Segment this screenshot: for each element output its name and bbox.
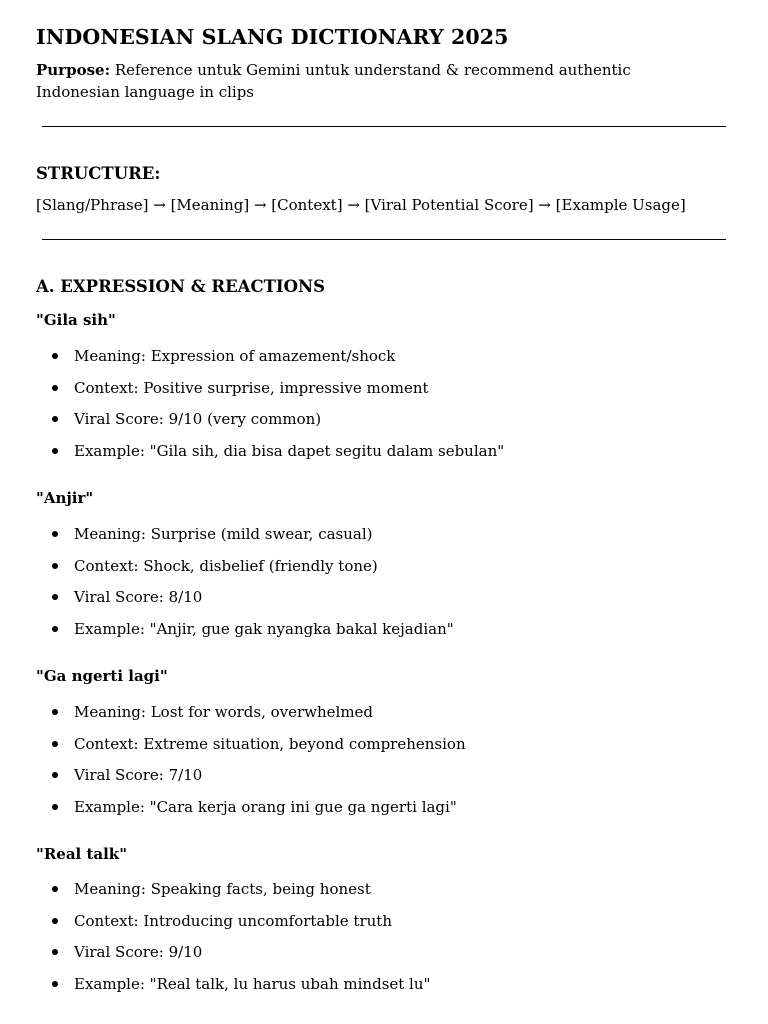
- bullet-icon: [52, 949, 58, 955]
- viral-score-text: Viral Score: 8/10: [74, 588, 203, 607]
- list-item: [36, 346, 504, 378]
- example-text: Example: "Cara kerja orang ini gue ga ngerti lagi": [74, 798, 457, 817]
- meaning-text: Meaning: Expression of amazement/shock: [74, 347, 396, 365]
- meaning-text: Meaning: Surprise (mild swear, casual): [74, 525, 373, 543]
- example-text: Example: "Anjir, gue gak nyangka bakal kejadian": [74, 620, 454, 639]
- example-text: Example: "Gila sih, dia bisa dapet segitu dalam sebulan": [74, 442, 505, 461]
- list-item: [36, 942, 430, 974]
- list-item: [36, 797, 466, 829]
- list-item: [36, 587, 454, 619]
- bullet-icon: [52, 772, 58, 778]
- context-text: Context: Positive surprise, impressive moment: [74, 378, 429, 397]
- list-item: [36, 619, 454, 651]
- horizontal-rule: [42, 126, 726, 127]
- term-details-list: [36, 879, 430, 1006]
- list-item: [36, 974, 430, 1006]
- context-text: Context: Extreme situation, beyond comprehension: [74, 734, 466, 753]
- viral-score-text: Viral Score: 7/10: [74, 766, 203, 785]
- meaning-text: Meaning: Speaking facts, being honest: [74, 880, 371, 898]
- bullet-icon: [52, 804, 58, 810]
- bullet-icon: [52, 594, 58, 600]
- term-details-list: [36, 524, 454, 651]
- slang-term: "Gila sih": [36, 311, 116, 329]
- list-item: [36, 911, 430, 943]
- bullet-icon: [52, 448, 58, 454]
- bullet-icon: [52, 741, 58, 747]
- context-text: Context: Shock, disbelief (friendly tone): [74, 556, 378, 575]
- list-item: [36, 409, 504, 441]
- bullet-icon: [52, 385, 58, 391]
- horizontal-rule: [42, 239, 726, 240]
- list-item: [36, 702, 466, 734]
- structure-heading: STRUCTURE:: [36, 164, 161, 183]
- slang-term: "Anjir": [36, 489, 94, 507]
- purpose-text: Reference untuk Gemini untuk understand & recommend authentic Indonesian language in clips: [36, 61, 631, 101]
- section-a-heading: A. EXPRESSION & REACTIONS: [36, 277, 325, 296]
- purpose-paragraph: [36, 59, 716, 103]
- slang-term: "Ga ngerti lagi": [36, 667, 168, 685]
- bullet-icon: [52, 416, 58, 422]
- term-details-list: [36, 346, 504, 473]
- viral-score-text: Viral Score: 9/10: [74, 943, 203, 962]
- bullet-icon: [52, 981, 58, 987]
- bullet-icon: [52, 563, 58, 569]
- slang-term: "Real talk": [36, 845, 128, 863]
- structure-line: [Slang/Phrase] → [Meaning] → [Context] → [Viral Potential Score] → [Example Usage]: [36, 196, 686, 214]
- bullet-icon: [52, 886, 58, 892]
- meaning-text: Meaning: Lost for words, overwhelmed: [74, 703, 374, 721]
- list-item: [36, 765, 466, 797]
- bullet-icon: [52, 709, 58, 715]
- bullet-icon: [52, 353, 58, 359]
- bullet-icon: [52, 626, 58, 632]
- bullet-icon: [52, 531, 58, 537]
- context-text: Context: Introducing uncomfortable truth: [74, 911, 392, 930]
- list-item: [36, 734, 466, 766]
- document-title: INDONESIAN SLANG DICTIONARY 2025: [36, 25, 509, 49]
- term-details-list: [36, 702, 466, 829]
- list-item: [36, 524, 454, 556]
- list-item: [36, 879, 430, 911]
- bullet-icon: [52, 918, 58, 924]
- example-text: Example: "Real talk, lu harus ubah mindset lu": [74, 975, 431, 994]
- list-item: [36, 378, 504, 410]
- list-item: [36, 556, 454, 588]
- list-item: [36, 441, 504, 473]
- viral-score-text: Viral Score: 9/10 (very common): [74, 410, 322, 429]
- purpose-label: Purpose:: [36, 61, 111, 79]
